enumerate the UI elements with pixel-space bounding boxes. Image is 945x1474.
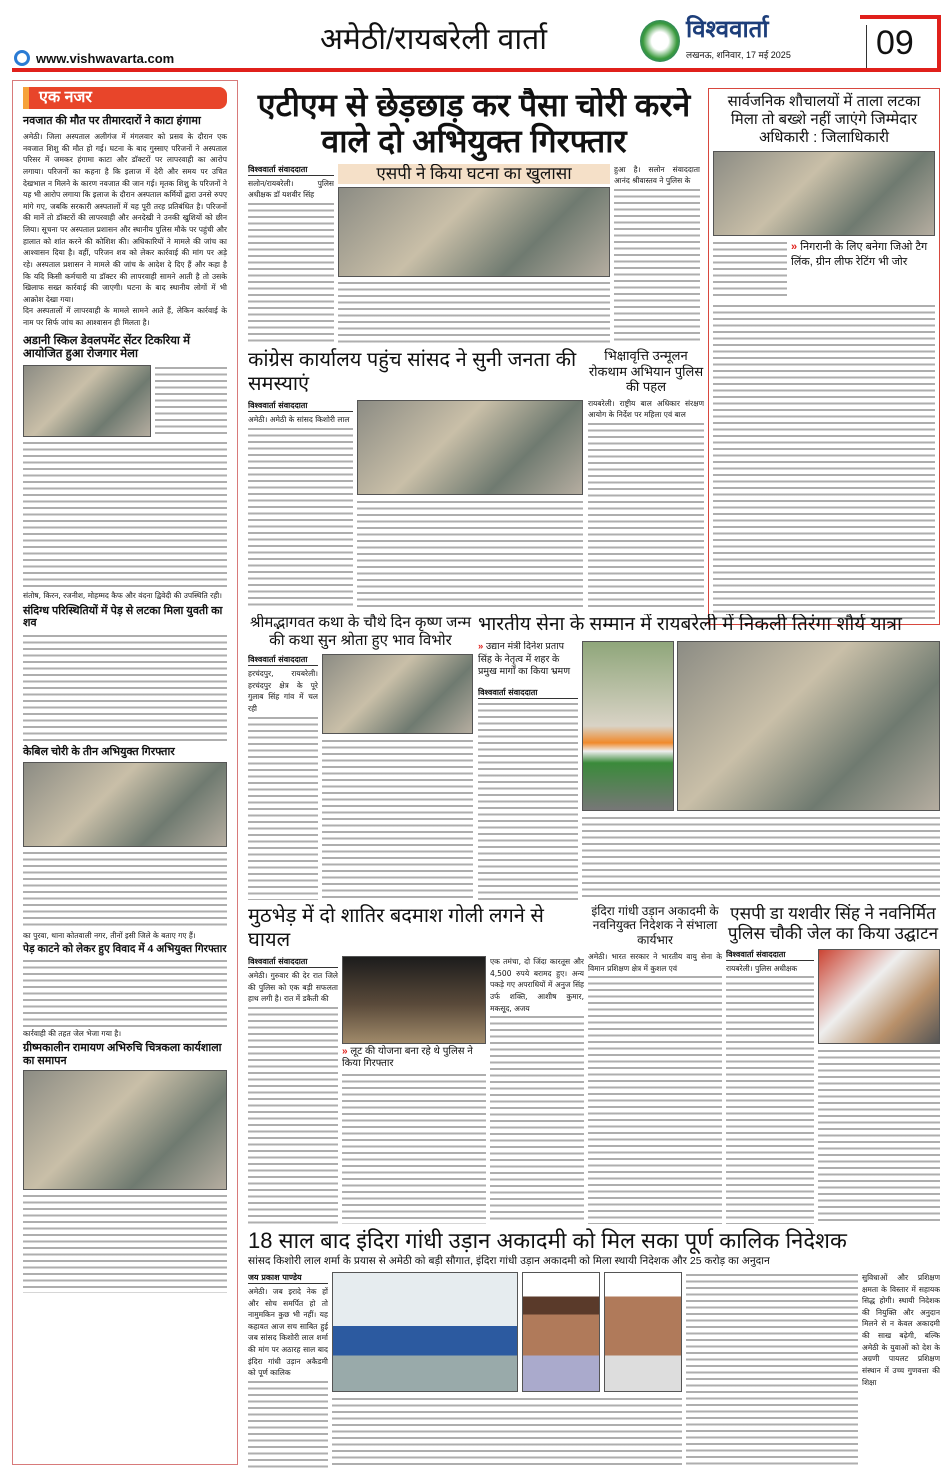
byline: विश्ववार्ता संवाददाता [248,654,318,666]
headline[interactable]: मुठभेड़ में दो शातिर बदमाश गोली लगने से घायल [248,905,544,951]
rally-photo-2 [677,641,940,811]
beggary-story [588,348,704,610]
story-title[interactable]: ग्रीष्मकालीन रामायण अभिरुचि चित्रकला कार्यशाला का समापन [23,1041,222,1067]
chevron-icon: » [791,241,798,253]
lead: हरचंदपुर, रायबरेली। हरचंदपुर क्षेत्र के पूरे गुलाब सिंह गांव में चल रही [248,669,318,713]
story-title[interactable]: अडानी स्किल डेवलपमेंट सेंटर टिकरिया में आयोजित हुआ रोजगार मेला [23,334,190,360]
ek-nazar-label: एक नजर [23,87,227,109]
pull-quote: उद्यान मंत्री दिनेश प्रताप सिंह के नेतृत्व में शहर के प्रमुख मार्गों का किया भ्रमण [478,640,571,678]
website-url[interactable]: www.vishwavarta.com [36,51,175,66]
subheadline: सांसद किशोरी लाल शर्मा के प्रयास से अमेठी को बड़ी सौगात, इंदिरा गांधी उड़ान अकादमी को मिला स्थायी निदेशक और 25 करोड़ का अनुदान [248,1255,770,1268]
byline: विश्ववार्ता संवाददाता [248,400,353,412]
meeting-photo [713,151,935,236]
brand-logo-icon [640,20,680,62]
page-number-box [860,15,941,72]
section-title: अमेठी/रायबरेली वार्ता [320,23,547,56]
cable-theft-photo [23,762,227,847]
press-conference-photo [338,187,610,277]
director-portrait-1 [522,1272,600,1392]
lead: रायबरेली। पुलिस अधीक्षक [726,963,798,973]
lead: अमेठी। भारत सरकार ने भारतीय वायु सेना के विमान प्रशिक्षण क्षेत्र में कुशल एवं [588,952,722,973]
job-fair-photo [23,365,151,437]
headline[interactable]: 18 साल बाद इंदिरा गांधी उड़ान अकादमी को मिल सका पूर्ण कालिक निदेशक [248,1228,847,1253]
chevron-icon: » [478,640,484,652]
byline: विश्ववार्ता संवाददाता [478,687,578,699]
bhagwat-story [248,614,473,900]
pull-quote: निगरानी के लिए बनेगा जिओ टैग लिंक, ग्रीन लीफ रेटिंग भी जोर [791,241,928,268]
headline[interactable]: कांग्रेस कार्यालय पहुंच सांसद ने सुनी जनता की समस्याएं [248,349,577,395]
left-column [12,80,238,1465]
browser-icon [14,50,30,66]
lead: अमेठी। गुरुवार की देर रात जिले की पुलिस को एक बड़ी सफलता हाथ लगी है। रात में डकैती की [248,971,338,1004]
column-text: एक तमंचा, दो जिंदा कारतूस और 4,500 रुपये बरामद हुए। अन्य पकड़े गए अपराधियों में अनुज सिंह उर्फ शक्ति, आशीष कुमार, मकसूद, अजय [490,957,584,1013]
pull-quote: लूट की योजना बना रहे थे पुलिस ने किया गिरफ्तार [342,1046,473,1069]
byline: विश्ववार्ता संवाददाता [248,164,334,176]
atm-story [248,88,700,343]
story-body-end: का पुरवा, थाना कोतवाली नगर, तीनों इसी जिले के बताए गए हैं। [23,930,196,940]
byline: जय प्रकाश पाण्डेय [248,1272,328,1284]
director-portrait-2 [604,1272,682,1392]
story-title[interactable]: पेड़ काटने को लेकर हुए विवाद में 4 अभियुक्त गिरफ्तार [23,943,227,956]
headline[interactable]: एसपी डा यशवीर सिंह ने नवनिर्मित पुलिस चौकी जेल का किया उद्घाटन [727,904,939,944]
rally-photo-1 [582,641,674,811]
story-body-end: संतोष, किरन, रजनीश, मोहम्मद कैफ और वंदना द्विवेदी की उपस्थिति रही। [23,591,223,601]
lead: अमेठी। अमेठी के सांसद किशोरी लाल [248,415,350,424]
story-title[interactable]: संदिग्ध परिस्थितियों में पेड़ से लटका मिला युवती का शव [23,604,223,630]
byline: विश्ववार्ता संवाददाता [726,949,814,961]
mp-meeting-photo [357,400,583,495]
story-body-end: कार्रवाही की तहत जेल भेजा गया है। [23,1029,122,1039]
dateline: लखनऊ, शनिवार, 17 मई 2025 [686,50,791,60]
lead: अमेठी। जब इरादे नेक हों और सोच समर्पित हो तो नामुमकिन कुछ भी नहीं। यह कहावत आज सच साबित हुई जब सांसद किशोरी लाल शर्मा की मांग पर अठारह साल बाद इंदिरा गांधी उड़ान अकैडमी को पूर्ण कालिक [248,1286,328,1378]
column-text: हुआ है। सलोन संवाददाता आनंद श्रीवास्तव ने पुलिस के [614,164,700,186]
indira-story [588,904,722,1224]
encounter-story [248,904,584,1224]
police-photo [342,956,486,1044]
headline[interactable]: इंदिरा गांधी उड़ान अकादमी के नवनियुक्त निदेशक ने संभाला कार्यभार [591,904,719,947]
story-body: अमेठी। जिला अस्पताल अलीगंज में मंगलवार को प्रसव के दौरान एक नवजात शिशु की मौत हो गई। घटना के बाद गुस्साए परिजनों ने अस्पताल परिसर में जमकर हंगामा काटा और डॉक्टरों पर लापरवाही का आरोप लगाया। परिजनों का कहना है कि इलाज में देरी और समय पर उचित देखभाल न मिलने के कारण नवजात की जान गई। मृतक शिशु के परिजनों ने यह भी आरोप लगाया कि इलाज के दौरान अस्पताल कर्मियों द्वारा उनसे रुपए मांगे गए, जबकि सरकारी अस्पतालों में यह पूरी तरह प्रतिबंधित है। परिजनों की मानें तो डॉक्टरों की लापरवाही और अनदेखी ने उनकी खुशियों को छीन लिया। सूचना पर अस्पताल प्रशासन और स्थानीय पुलिस मौके पर पहुंची और हालात को शांत करने की कोशिश की। अधिकारियों ने मामले की जांच का आश्वासन दिया है। वहीं, परिजन शव को लेकर कार्रवाई की मांग पर अड़े रहे। अस्पताल प्रशासन ने मामले की जांच के आदेश दे दिए हैं और कहा है कि यदि किसी कर्मचारी या डॉक्टर की लापरवाही सामने आती है तो उसके खिलाफ सख्त कार्रवाई की जाएगी। घटना के बाद स्थानीय लोगों में भी आक्रोश देखा गया। [23,132,227,304]
subheadline: एसपी ने किया घटना का खुलासा [338,164,610,184]
hangar-photo [332,1272,518,1392]
byline: विश्ववार्ता संवाददाता [248,956,338,968]
story-title[interactable]: नवजात की मौत पर तीमारदारों ने काटा हंगामा [23,115,201,128]
page-number: 09 [876,24,914,62]
toilet-story [708,88,940,625]
headline[interactable]: भिक्षावृत्ति उन्मूलन रोकथाम अभियान पुलिस की पहल [588,348,704,395]
header-rule [12,68,940,72]
inauguration-photo [818,949,940,1044]
academy-story [248,1228,940,1468]
headline[interactable]: सार्वजनिक शौचालयों में ताला लटका मिला तो बख्शे नहीं जाएंगे जिम्मेदार अधिकारी : जिलाधिकारी [727,93,921,146]
tiranga-story [478,614,940,900]
headline[interactable]: भारतीय सेना के सम्मान में रायबरेली में निकली तिरंगा शौर्य यात्रा [478,614,902,635]
workshop-photo [23,1070,227,1190]
brand-name: विश्ववार्ता [686,16,769,43]
story-title[interactable]: केबिल चोरी के तीन अभियुक्त गिरफ्तार [23,746,175,758]
story-body-end: दिन अस्पतालों में लापरवाही के मामले सामने आते हैं, लेकिन कार्रवाई के नाम पर सिर्फ जांच का आश्वासन ही मिलता है। [23,306,227,328]
chevron-icon: » [342,1046,348,1057]
lead: सलोन/रायबरेली। पुलिस अधीक्षक डॉ यशवीर सिंह [248,178,334,200]
headline[interactable]: एटीएम से छेड़छाड़ कर पैसा चोरी करने वाले दो अभियुक्त गिरफ्तार [257,88,691,159]
sp-story [726,904,940,1224]
headline[interactable]: श्रीमद्भागवत कथा के चौथे दिन कृष्ण जन्म की कथा सुन श्रोता हुए भाव विभोर [249,614,472,649]
lead: रायबरेली। राष्ट्रीय बाल अधिकार संरक्षण आयोग के निर्देश पर महिला एवं बाल [588,398,704,420]
column-text: सुविधाओं और प्रशिक्षण क्षमता के विस्तार में सहायक सिद्ध होगी। स्थायी निदेशक की नियुक्ति और अनुदान मिलने से न केवल अकादमी की साख बढ़ेगी, बल्कि अमेठी के युवाओं को देश के अग्रणी पायलट प्रशिक्षण संस्थान में उच्च गुणवत्ता की शिक्षा [862,1272,940,1387]
masthead [0,0,945,72]
congress-story [248,348,583,610]
katha-photo [322,654,473,734]
